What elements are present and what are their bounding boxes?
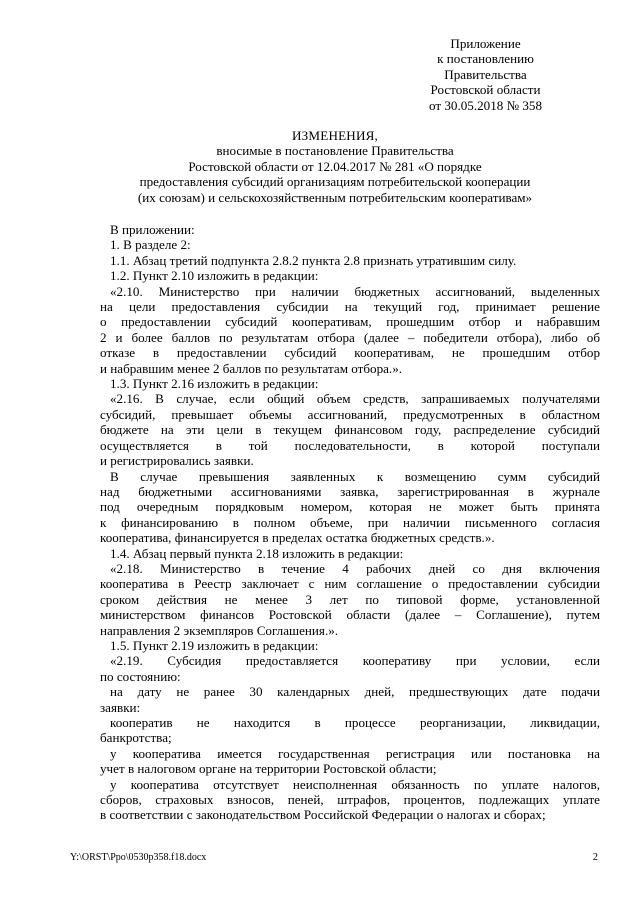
title-line: вносимые в постановление Правительства (216, 143, 454, 159)
body-line: 1.5. Пункт 2.19 изложить в редакции: (110, 637, 319, 653)
body-line: отказе в предоставлении субсидий кооперативам, не прошедшим отбор (100, 345, 600, 361)
body-line: на цели предоставления субсидии на текущий год, принимает решение (100, 299, 600, 315)
document-body (100, 222, 600, 823)
body-line: осуществляется в той последовательности, в которой поступали (100, 437, 600, 453)
body-line: заявки: (100, 699, 141, 715)
body-line: под очередным порядковым номером, которая не может быть принята (100, 499, 600, 515)
page-number: 2 (592, 852, 598, 863)
body-line: «2.19. Субсидия предоставляется кооперативу при условии, если (110, 653, 600, 669)
attachment-line: от 30.05.2018 № 358 (429, 97, 542, 113)
body-line: 1.3. Пункт 2.16 изложить в редакции: (110, 376, 319, 392)
attachment-line: Приложение (450, 36, 521, 51)
body-line: у кооператива имеется государственная регистрация или постановка на (110, 745, 600, 761)
body-line: кооператив не находится в процессе реорганизации, ликвидации, (110, 715, 600, 730)
body-line: и регистрировались заявки. (100, 453, 254, 469)
body-line: к финансированию в полном объеме, при наличии письменного согласия (100, 514, 600, 530)
body-line: на дату не ранее 30 календарных дней, предшествующих дате подачи (110, 684, 600, 700)
body-line: кооператива, финансируется в пределах остатка бюджетных средств.». (100, 530, 495, 546)
body-line: сборов, страховых взносов, пеней, штрафов, процентов, подлежащих уплате (100, 792, 600, 808)
body-line: министерством финансов Ростовской области (далее – Соглашение), путем (100, 607, 600, 623)
document-title (100, 128, 570, 205)
body-line: «2.16. В случае, если общий объем средств, запрашиваемых получателями (110, 391, 600, 407)
body-line: 2 и более баллов по результатам отбора (далее – победители отбора), либо об (100, 329, 600, 345)
attachment-line: к постановлению (437, 51, 534, 67)
body-line: 1.4. Абзац первый пункта 2.18 изложить в редакции: (110, 545, 404, 561)
body-line: о предоставлении субсидий кооперативам, прошедшим отбор и набравшим (100, 314, 600, 330)
attachment-block (429, 36, 542, 113)
body-line: по состоянию: (100, 668, 181, 684)
body-line: 1.2. Пункт 2.10 изложить в редакции: (110, 268, 319, 284)
body-line: В приложении: (110, 222, 195, 237)
title-line: (их союзам) и сельскохозяйственным потребительским кооперативам» (137, 189, 533, 205)
body-line: банкротства; (100, 730, 172, 746)
body-line: 1. В разделе 2: (110, 237, 191, 253)
body-line: 1.1. Абзац третий подпункта 2.8.2 пункта 2.8 признать утратившим силу. (110, 252, 517, 268)
body-line: учет в налоговом органе на территории Ростовской области; (100, 761, 437, 777)
title-line: предоставления субсидий организациям потребительской кооперации (139, 174, 531, 190)
body-line: бюджете на эти цели в текущем финансовом году, распределение субсидий (100, 422, 600, 438)
body-line: у кооператива отсутствует неисполненная обязанность по уплате налогов, (110, 776, 600, 792)
body-line: «2.18. Министерство в течение 4 рабочих дней со дня включения (110, 560, 600, 576)
attachment-line: Ростовской области (430, 82, 541, 98)
attachment-line: Правительства (444, 66, 527, 82)
body-line: сроком действия не менее 3 лет по типовой форме, установленной (100, 591, 600, 607)
body-line: «2.10. Министерство при наличии бюджетных ассигнований, выделенных (110, 283, 600, 299)
body-line: кооператива в Реестр заключает с ним соглашение о предоставлении субсидии (100, 576, 600, 592)
body-line: направления 2 экземпляров Соглашения.». (100, 622, 339, 638)
body-line: В случае превышения заявленных к возмещению сумм субсидий (110, 468, 600, 484)
title-line: Ростовской области от 12.04.2017 № 281 «О порядке (188, 158, 482, 174)
body-line: и набравшим менее 2 баллов по результатам отбора.». (100, 360, 403, 376)
body-line: над бюджетными ассигнованиями заявка, зарегистрированная в журнале (100, 483, 600, 499)
title-heading: ИЗМЕНЕНИЯ, (291, 128, 379, 143)
body-line: в соответствии с законодательством Российской Федерации о налогах и сборах; (100, 807, 546, 823)
footer-file-path: Y:\ORST\Ppo\0530p358.f18.docx (70, 852, 207, 863)
body-line: субсидий, превышает объемы ассигнований, предусмотренных в областном (100, 406, 600, 422)
